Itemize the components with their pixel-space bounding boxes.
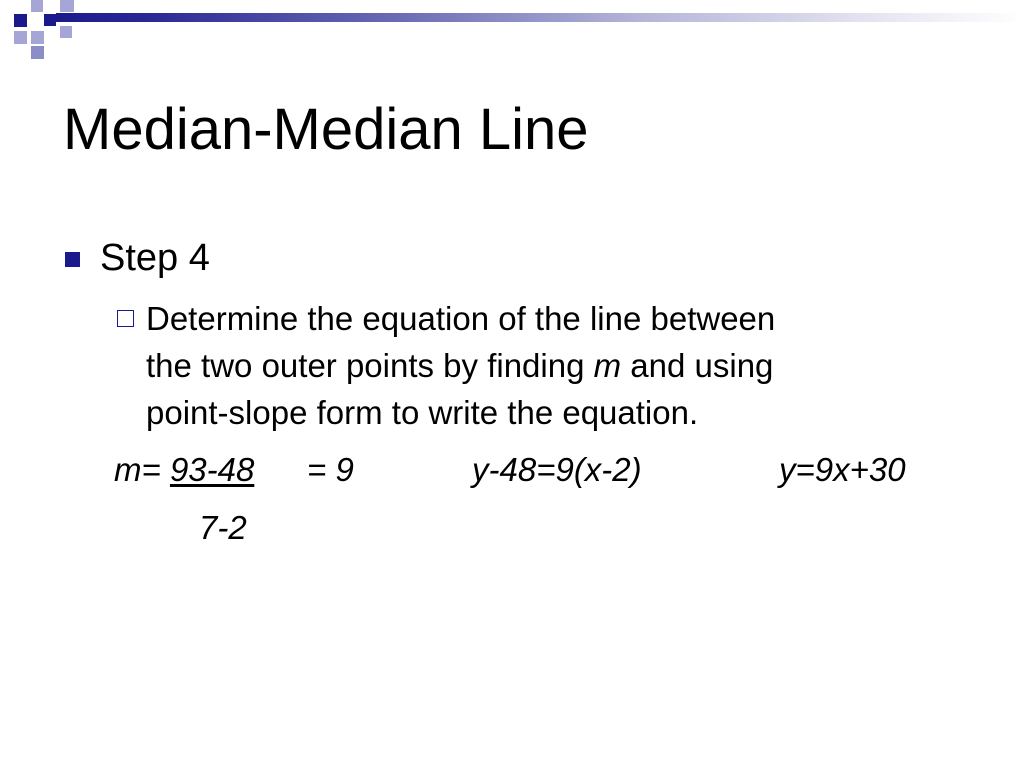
slope-equation (114, 450, 254, 490)
sub-bullet-line (146, 342, 946, 389)
slope-result: = 9 (307, 451, 354, 488)
decor-square (31, 46, 44, 59)
decor-square (44, 14, 56, 26)
decor-square (60, 26, 72, 38)
sub-bullet-line: Determine the equation of the line between (146, 300, 776, 337)
sub-bullet-text (146, 295, 946, 436)
variable-m: m (593, 347, 622, 384)
decor-square (31, 31, 44, 44)
sub-bullet-segment: and using (621, 347, 774, 384)
square-bullet-icon (65, 252, 80, 267)
header-gradient-bar (56, 13, 1024, 22)
hollow-square-bullet-icon (117, 310, 134, 327)
slope-prefix: m= (114, 451, 170, 488)
sub-bullet-segment: the two outer points by finding (146, 347, 594, 384)
point-slope-equation: y-48=9(x-2) (472, 451, 642, 488)
decor-square (60, 0, 74, 12)
slide-title: Median-Median Line (63, 97, 589, 162)
decor-square (31, 0, 43, 12)
slope-denominator: 7-2 (199, 509, 247, 546)
sub-bullet-line: point-slope form to write the equation. (146, 394, 699, 431)
decor-square (14, 31, 27, 44)
decor-square (14, 14, 27, 27)
final-equation: y=9x+30 (779, 451, 906, 488)
bullet-text: Step 4 (100, 237, 210, 279)
slope-numerator: 93-48 (169, 451, 255, 488)
